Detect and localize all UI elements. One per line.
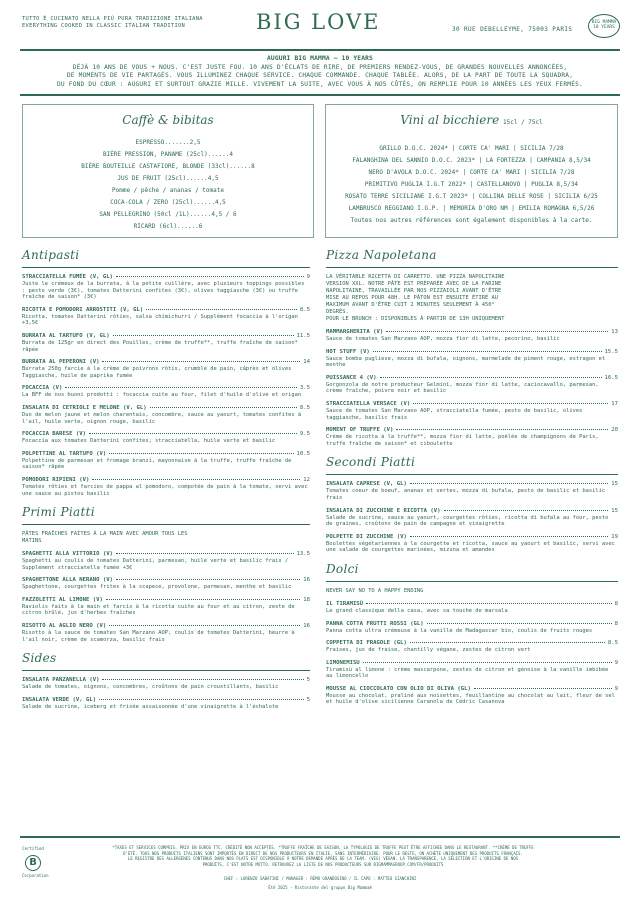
pizza-section	[326, 248, 618, 447]
dot-leader	[386, 331, 608, 332]
section-divider	[22, 524, 310, 525]
menu-item-price: 8.5	[299, 404, 310, 411]
menu-item-price: 15	[611, 507, 618, 514]
anniversary-line: DU FOND DU CŒUR : AUGURI ET SURTOUT GRAZIE MILLE. VIVEMENT LA SUITE, AVEC VOUS À NOS CÔTÉS, ON REMPLIE POUR 10 ANNÉES LES YEUX FERMÉS.	[57, 80, 583, 88]
dot-leader	[410, 483, 608, 484]
drinks-box	[22, 104, 314, 238]
menu-item-header	[22, 274, 310, 280]
menu-item-description: Tiramisù al limone : crème mascarpone, zestes de citron et génoise à la vanille imbibée au limoncello	[326, 666, 609, 680]
dot-leader	[146, 309, 297, 310]
menu-item-name: INSALATA VERDE (V, GL)	[22, 696, 97, 703]
box-line: RICARD (6cl)......6	[133, 223, 203, 230]
primi-title: Primi Piatti	[22, 505, 95, 520]
footer-notes	[68, 845, 578, 867]
menu-item-header	[326, 508, 618, 514]
menu-item	[22, 477, 310, 497]
menu-item	[22, 405, 310, 425]
dot-leader	[410, 642, 605, 643]
dot-leader	[373, 351, 602, 352]
menu-item-name: FOCACCIA BARESE (V)	[22, 431, 86, 438]
sides-title: Sides	[22, 651, 57, 666]
menu-item-name: POLPETTINE AL TARTUFO (V)	[22, 450, 107, 457]
menu-item	[326, 329, 618, 343]
pizza-intro-line: LA VÉRITABLE RICETTA DI CARRETTO. UNE PIZZA NAPOLITAINE	[326, 274, 505, 280]
dot-leader	[410, 536, 608, 537]
footer-note-line: *TAXES ET SERVICES COMPRIS, PRIX EN EUROS TTC. CRÉDITÉ NON ACCEPTÉS. *TRUFFE FRAÎCHE DE SAISON, LA TYPOLOGIE DE TRUFFE PEUT ÊTRE AFFICHÉE DANS LE RESTAURANT. **CRÈME DE TRUFFE	[112, 845, 534, 850]
b-corp-icon: B	[25, 855, 41, 871]
menu-item-price: 20	[611, 427, 618, 434]
menu-item	[22, 677, 310, 691]
menu-item-description: Juste le crémeux de la burrata, à la petite cuillère, avec plusieurs toppings possibles : pesto verde (3€), tomates Datterini confites (3€), olives taggiasche (3€) ou truffe fraîche de saison* (3€)	[22, 281, 305, 301]
cert-sub: Corporation	[22, 873, 49, 878]
box-line: PRIMITIVO PUGLIA I.G.T 2022* | CASTELLANOVO | PUGLIA 8,5/34	[364, 181, 579, 188]
menu-item	[22, 597, 310, 617]
menu-item	[22, 431, 310, 445]
box-line: BIÈRE BOUTEILLE CASTAFIORE, BLONDE (33cl)......8	[81, 163, 255, 170]
dot-leader	[474, 688, 612, 689]
footer-group: Été 2025 - Ristorante del gruppo Big Mamma®	[268, 885, 372, 890]
menu-item-price: 8.5	[299, 306, 310, 313]
wine-box	[325, 104, 618, 238]
menu-item-header	[22, 307, 310, 313]
menu-item-description: Raviolis faits à la main et farcis à la ricotta cuite au four et au citron, zeste de citron brûlé, jus d'herbes fraîches	[22, 603, 295, 617]
menu-item-name: STRACCIATELLA FUMÉE (V, GL)	[22, 274, 113, 280]
menu-item	[22, 697, 310, 711]
menu-item-price: 18	[303, 596, 310, 603]
menu-item-price: 8.5	[607, 640, 618, 647]
menu-item	[326, 349, 618, 369]
menu-item-description: Salade de sucrine, iceberg et frisée assaisonnée d'une vinaigrette à l'échalote	[22, 703, 279, 710]
menu-item-description: Sauce bomba pugliese, mozza di bufala, oignons, marmelade de piment rouge, estragon et menthe	[326, 355, 606, 369]
menu-item-price: 16.5	[604, 374, 618, 381]
menu-item-description: Risotto à la sauce de tomates San Marzano AOP, coulis de tomates Datterini, beurre à l'ail noir, crème de scamorza, basilic frais	[22, 630, 295, 643]
header-divider	[20, 49, 620, 51]
menu-item	[22, 307, 310, 327]
menu-item-price: 3.5	[299, 385, 310, 392]
menu-item-description: Tomates coeur de boeuf, ananas et vertes, mozza di bufala, pesto de basilic et basilic frais	[326, 488, 606, 501]
menu-item	[22, 274, 310, 301]
menu-item-header	[326, 401, 618, 407]
menu-item	[326, 660, 618, 680]
dot-leader	[413, 403, 608, 404]
anniversary-line: DÉJÀ 10 ANS DE VOUS + NOUS. C'EST JUSTE FOU. 10 ANS D'ÉCLATS DE RIRE, DE PREMIERS RENDEZ-VOUS, DE GRANDES NOUVELLES ANNONCÉES,	[72, 63, 568, 71]
menu-item	[326, 534, 618, 554]
wine-title-text: Vini al bicchiere	[400, 113, 500, 127]
menu-item-name: INSALATA DI CETRIOLI E MELONE (V, GL)	[22, 404, 147, 411]
menu-item-description: Burrata 250g farcie à la crème de poivrons rôtis, crumble de pain, câpres et olives Taggiasche, huile de paprika fumée	[22, 366, 292, 379]
pizza-intro-line: DEGRÉS.	[326, 309, 349, 315]
menu-item-description: Tomates rôties et farcies de pappa al pomodoro, compotée de pain à la tomate, servi avec une sauce au pistou basilic	[22, 483, 308, 497]
tagline	[22, 16, 203, 30]
menu-item-description: Ricotta, tomates Datterini rôties, salsa chimichurri / Supplément focaccia à l'origan +3,5€	[22, 313, 298, 327]
menu-item	[326, 508, 618, 528]
anniversary-badge-icon: BIG MAMMA 10 YEARS	[588, 14, 620, 38]
menu-item	[326, 640, 618, 654]
menu-header	[0, 0, 640, 50]
footer-credits: CHEF : LORENZO SABATINI / MANAGER : REMO GRANDOSINO / IL CAPO : MATTEO SIANCHINI	[223, 876, 417, 881]
section-divider	[22, 670, 310, 671]
menu-item-description: Gorgonzola de notre producteur Gelmini, mozza fior di latte, caciocavallo, parmesan, crème fraîche, poivre noir et basilic	[326, 381, 599, 395]
dolci-title: Dolci	[326, 561, 359, 576]
menu-item-price: 19	[611, 533, 618, 540]
menu-item-header	[22, 333, 310, 339]
menu-item-description: Mousse au chocolat, praliné aux noisettes, feuillantine au chocolat au lait, fleur de sel et huile d'olive sicilienne Caranola de Cédric Casanova	[326, 692, 615, 706]
menu-item-description: Crème de ricotta à la truffe**, mozza fior di latte, poêlée de champignons de Paris, truffe fraîche de saison* et ciboulette	[326, 434, 599, 447]
menu-item-header	[326, 601, 618, 607]
dot-leader	[363, 662, 612, 663]
dot-leader	[113, 335, 294, 336]
menu-item-header	[22, 477, 310, 483]
antipasti-list	[22, 274, 310, 497]
menu-item-price: 5	[306, 696, 310, 703]
menu-item-name: SPAGHETTONE ALLA NERANO (V)	[22, 577, 113, 584]
primi-section	[22, 505, 310, 643]
menu-item-name: MAMMARGHERITA (V)	[326, 329, 384, 335]
section-divider	[22, 267, 310, 268]
menu-item-header	[22, 385, 310, 391]
menu-item-name: BURRATA AL PEPERONI (V)	[22, 359, 100, 366]
menu-item-price: 9	[614, 685, 618, 692]
menu-item-header	[326, 481, 618, 487]
antipasti-section	[22, 248, 310, 497]
section-divider	[326, 474, 618, 475]
menu-item	[22, 333, 310, 353]
menu-item-price: 12	[303, 476, 310, 483]
menu-item-price: 10.5	[296, 450, 310, 457]
menu-item-name: MOMENT OF TRUFFE (V)	[326, 427, 394, 434]
menu-item-name: RISOTTO AL AGLIO NERO (V)	[22, 623, 107, 630]
anniversary-title: AUGURI BIG MAMMA — 10 YEARS	[267, 55, 373, 62]
menu-item-header	[326, 660, 618, 666]
tagline-english: EVERYTHING COOKED IN CLASSIC ITALIAN TRADITION	[22, 23, 186, 29]
box-line: NERO D'AVOLA D.O.C. 2024* | CORTE CA' MARI | SICILIA 7/28	[368, 169, 575, 176]
primi-intro-line: MATINS	[22, 538, 42, 545]
restaurant-logo: BIG LOVE	[256, 10, 381, 34]
menu-item-price: 14	[303, 359, 310, 366]
box-line: SAN PELLEGRINO (50cl /1L)......4,5 / 6	[99, 211, 237, 218]
box-line: BIÈRE PRESSION, PANAME (25cl)......4	[102, 151, 234, 158]
menu-item-price: 9.5	[299, 431, 310, 438]
menu-item	[22, 551, 310, 571]
box-line: LAMBRUSCO REGGIANO I.G.P. | MEMORIA D'ORO NM | EMILIA ROMAGNA 6,5/26	[348, 205, 595, 212]
primi-list	[22, 551, 310, 643]
menu-item-description: Fraises, jus de fraise, chantilly végane, zestes de citron vert	[326, 647, 531, 654]
menu-item-name: LIMONEMISU	[326, 659, 360, 666]
menu-item-name: INSALATA DI ZUCCHINE E RICOTTA (V)	[326, 507, 441, 514]
dot-leader	[366, 603, 612, 604]
menu-item-header	[22, 431, 310, 437]
pizza-intro-line: VERSION XXL. NOTRE PÂTE EST PRÉPARÉE AVEC DE LA FARINE	[326, 281, 502, 287]
menu-item-description: Burrata de 125gr en direct des Pouilles, crème de truffe**, truffe fraîche de saison* râpée	[22, 339, 298, 353]
menu-item-header	[326, 686, 618, 692]
menu-item-price: 16	[303, 577, 310, 584]
right-column	[326, 248, 618, 714]
menu-item-description: Salade de tomates, oignons, concombres, croûtons de pain croustillants, basilic	[22, 684, 279, 691]
restaurant-address: 30 RUE DEBELLEYME, 75003 PARIS	[452, 26, 573, 33]
wine-title	[326, 113, 617, 127]
menu-item-description: Salade de sucrine, sauce au yaourt, courgettes rôties, ricotta di bufala au four, pesto de graines, croûtons de pain de campagne et vinaigrette	[326, 514, 609, 528]
menu-item-name: MOUSSE AL CIOCCOLATO CON OLIO DI OLIVA (GL)	[326, 685, 471, 692]
dot-leader	[380, 377, 602, 378]
primi-intro-line: PÂTES FRAÎCHES FAITES À LA MAIN AVEC AMOUR TOUS LES	[22, 531, 188, 538]
antipasti-title: Antipasti	[22, 248, 80, 262]
menu-item-name: PANNA COTTA FRUTTI ROSSI (GL)	[326, 620, 424, 627]
pizza-intro-line: MISE AU REPOS POUR 48H. LE PÂTON EST ENSUITE ÉTIRÉ AU	[326, 295, 499, 301]
menu-item-name: INSALATA PANZANELLA (V)	[22, 677, 100, 684]
secondi-list	[326, 481, 618, 554]
menu-item-price: 15	[611, 481, 618, 488]
menu-item-price: 8	[614, 600, 618, 607]
menu-item-header	[326, 640, 618, 646]
section-divider	[326, 267, 618, 268]
menu-item-description: Spaghettone, courgettes frites à la scapece, provolone, parmesan, menthe et basilic	[22, 584, 292, 591]
menu-item-price: 13	[611, 329, 618, 335]
menu-item-description: Boulettes végétariennes à la courgette et ricotta, sauce au yaourt et basilic, servi avec une salade de courgettes marinées, mizuna et amandes	[326, 540, 615, 554]
menu-item-header	[22, 677, 310, 683]
menu-item-price: 9	[614, 659, 618, 666]
menu-item	[22, 359, 310, 379]
menu-item-price: 5	[306, 677, 310, 684]
menu-item	[326, 375, 618, 395]
dot-leader	[444, 510, 609, 511]
tagline-italian: TUTTO È CUCINATO NELLA PIÙ PURA TRADIZIONE ITALIANA	[22, 16, 203, 22]
sides-section	[22, 651, 310, 710]
drinks-title: Caffè & bibitas	[122, 113, 214, 127]
footer-divider	[20, 836, 620, 838]
section-divider	[326, 581, 618, 582]
menu-item-name: IL TIRAMISÙ	[326, 600, 364, 607]
dot-leader	[116, 553, 294, 554]
menu-item-header	[22, 359, 310, 365]
menu-item-description: Duo de melon jaune et melon charentais, concombre, sauce au yaourt, tomates confites à l'ail, huile verte, oignon rouge, basilic	[22, 411, 302, 425]
menu-item-header	[22, 697, 310, 703]
wine-volumes: 15cl / 75cl	[503, 119, 543, 126]
pizza-title: Pizza Napoletana	[326, 248, 437, 262]
menu-item-header	[326, 534, 618, 540]
dot-leader	[150, 407, 297, 408]
footer-note-line: D'ÉTÉ. TOUS NOS PRODUITS ITALIENS SONT IMPORTÉS EN DIRECT DE NOS PRODUCTEURS EN ITALIE, SANS INTERMÉDIAIRE. POUR LE RESTE, ON ACHÈTE UNIQUEMENT DES PRODUITS FRANÇAIS.	[123, 850, 523, 856]
menu-item-price: 17	[611, 400, 618, 407]
pizza-intro-line: MAXIMUM AVANT D'ÊTRE CUIT 2 MINUTES SEULEMENT À 450°	[326, 302, 495, 308]
dot-leader	[106, 599, 300, 600]
menu-item-description: Focaccia aux tomates Datterini confites, stracciatella, huile verte et basilic	[22, 438, 276, 445]
pizza-intro-line: POUR LE BRUNCH : DISPONIBLES À PARTIR DE 13H UNIQUEMENT	[326, 316, 505, 322]
menu-item-name: BURRATA AL TARTUFO (V, GL)	[22, 332, 110, 339]
pizza-list	[326, 329, 618, 447]
menu-item	[326, 686, 618, 706]
anniversary-line: DE MOMENTS DE VIE PARTAGÉS. VOUS ILLUMINEZ CHAQUE SERVICE. CHAQUE COMMANDE. CHAQUE TABLÉE. ALORS, DE LA PART DE TOUTE LA SQUADRA,	[66, 72, 574, 80]
pizza-intro-line: NAPOLITAINE, TRAVAILLÉE PAR NOS PIZZAIOLI AVANT D'ÊTRE	[326, 288, 502, 294]
dot-leader	[99, 699, 304, 700]
menu-item-header	[326, 349, 618, 355]
menu-item-name: HOT STUFF (V)	[326, 348, 370, 355]
dot-leader	[65, 387, 296, 388]
dolci-section	[326, 562, 618, 706]
box-line: Pomme / pêche / ananas / tomate	[112, 187, 224, 194]
anniversary-message	[20, 55, 620, 89]
box-line: ROSATO TERRE SICILIANE I.G.T 2023* | COLLINA DELLE ROSE | SICILIA 6/25	[345, 193, 598, 200]
menu-item-description: Polpettine de parmesan et fromage branzi, mayonnaise à la truffe, truffe fraîche de saison* râpée	[22, 457, 292, 471]
secondi-title: Secondi Piatti	[326, 455, 416, 470]
dot-leader	[92, 479, 300, 480]
menu-item-description: Sauce de tomates San Marzano AOP, mozza fior di latte, pecorino, basilic	[326, 336, 560, 342]
menu-item-name: POMODORI RIPIENI (V)	[22, 476, 90, 483]
dot-leader	[89, 433, 297, 434]
footer-note-line: PRODUITS, C'EST NOTRE MOTTO. RETROUVEZ LA LISTE DE NOS PRODUCTEURS SUR BIGMAMMAGROUP.COM/FR/PRODUITS	[202, 861, 444, 867]
menu-item	[22, 385, 310, 399]
dot-leader	[102, 679, 303, 680]
menu-item	[326, 601, 618, 615]
menu-item-description: Le grand classique della casa, avec sa touche de marsala	[326, 607, 508, 614]
menu-item-name: RICOTTA E POMODORI ARROSTITI (V, GL)	[22, 306, 144, 313]
menu-item-description: Sauce de tomates San Marzano AOP, stracciatella fumée, pesto de basilic, olives taggiasche, basilic frais	[326, 407, 583, 421]
menu-item-header	[326, 375, 618, 381]
sides-list	[22, 677, 310, 710]
menu-item-name: PUISSANCE 4 (V)	[326, 374, 377, 381]
box-line: COCA-COLA / ZERO (25cl)......4,5	[110, 199, 226, 206]
menu-item	[22, 577, 310, 591]
menu-item-header	[22, 577, 310, 583]
menu-item-price: 8	[614, 620, 618, 627]
intro-divider	[20, 94, 620, 96]
box-line: JUS DE FRUIT (25cl)......4,5	[117, 175, 219, 182]
menu-item	[22, 623, 310, 643]
menu-item	[22, 451, 310, 471]
dot-leader	[109, 625, 300, 626]
box-line: ESPRESSO.......2,5	[135, 139, 201, 146]
menu-item-description: Panna cotta ultra crémeuse à la vanille de Madagascar bio, coulis de fruits rouges	[326, 627, 593, 634]
dot-leader	[109, 453, 293, 454]
menu-item-name: INSALATA CAPRESE (V, GL)	[326, 481, 407, 488]
dot-leader	[102, 361, 300, 362]
menu-item-name: STRACCIATELLA VERSACE (V)	[326, 400, 411, 407]
primi-intro	[22, 531, 310, 545]
menu-item-price: 9	[306, 274, 310, 280]
menu-item-header	[326, 329, 618, 335]
menu-item-name: POLPETTE DI ZUCCHINE (V)	[326, 533, 407, 540]
menu-item-header	[326, 427, 618, 433]
left-column	[22, 248, 310, 718]
menu-item-name: FOCACCIA (V)	[22, 385, 63, 392]
drinks-list	[23, 137, 313, 233]
menu-item-header	[22, 451, 310, 457]
cert-label: Certified	[22, 846, 44, 851]
dolci-intro: NEVER SAY NO TO A HAPPY ENDING	[326, 587, 424, 594]
box-line: Toutes nos autres références sont également disponibles à la carte.	[350, 217, 593, 224]
wine-list	[326, 143, 617, 227]
menu-item-header	[326, 621, 618, 627]
menu-item	[326, 401, 618, 421]
menu-item-name: COPPETTA DI FRAGOLE (GL)	[326, 640, 407, 647]
dot-leader	[427, 623, 612, 624]
menu-item	[326, 621, 618, 635]
menu-item-price: 16	[303, 623, 310, 630]
menu-item-header	[22, 623, 310, 629]
menu-item-header	[22, 551, 310, 557]
pizza-intro	[326, 274, 618, 323]
footer-note-line: LE REGISTRE DES ALLERGÈNES CONTENUS DANS NOS PLATS EST DISPONIBLE À NOTRE DEMANDE APRÈS DE LA TEAM. (VEG) VÉGAN. LA TRANSPARENCE, LA SÉLECTION ET L'ORIGINE DE NOS	[127, 856, 519, 862]
menu-item-header	[22, 597, 310, 603]
dot-leader	[396, 429, 608, 430]
menu-item-price: 11.5	[296, 332, 310, 339]
dot-leader	[116, 276, 304, 277]
menu-item-description: Spaghetti au coulis de tomates Datterini, parmesan, huile verte et basilic frais / Supplément stracciatella fumée +3€	[22, 558, 289, 571]
dolci-list	[326, 601, 618, 706]
menu-item-description: La BFF de nos buoni prodotti : focaccia cuite au four, filet d'huile d'olive et origan	[22, 392, 302, 399]
menu-item	[326, 481, 618, 501]
box-line: GRILLO D.O.C. 2024* | CORTE CA' MARI | SICILIA 7/28	[379, 145, 564, 152]
box-line: FALANGHINA DEL SANNIO D.O.C. 2023* | LA FORTEZZA | CAMPANIA 8,5/34	[352, 157, 591, 164]
secondi-section	[326, 455, 618, 554]
dot-leader	[116, 579, 300, 580]
menu-item-price: 13.5	[296, 551, 310, 558]
menu-item-name: FAZZOLETTI AL LIMONE (V)	[22, 596, 103, 603]
menu-item-header	[22, 405, 310, 411]
menu-item	[326, 427, 618, 447]
menu-item-name: SPAGHETTI ALLA VITTORIO (V)	[22, 551, 113, 558]
menu-item-price: 15.5	[604, 348, 618, 355]
